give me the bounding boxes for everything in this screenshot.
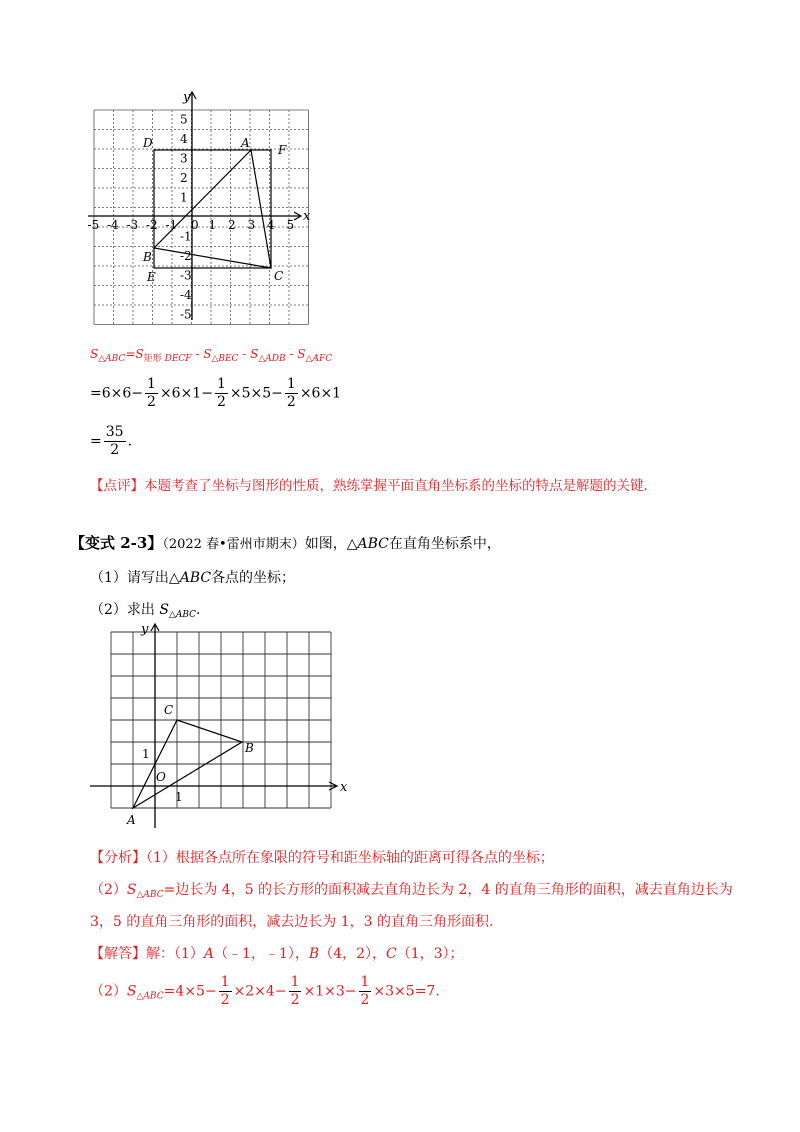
y-tick-label: 4 xyxy=(180,132,188,146)
point-label-f: F xyxy=(278,143,287,157)
y-tick-label: -3 xyxy=(180,268,192,283)
y-tick-label: 3 xyxy=(180,151,188,166)
comment-text: 本题考查了坐标与图形的性质，熟练掌握平面直角坐标系的坐标的特点是解题的关键. xyxy=(144,478,648,494)
fraction-half: $\frac{1}{2}$ xyxy=(290,974,300,1008)
variant-header: 【变式 2-3】（2022 春•雷州市期末）如图，△ABC在直角坐标系中， xyxy=(70,534,501,552)
x-tick-label: -3 xyxy=(126,218,139,232)
y-tick-label: -2 xyxy=(180,249,192,263)
answer-line-1: 【解答】解：（1）A（﹣1，﹣1），B（4，2），C（1，3）； xyxy=(90,946,464,962)
fraction-half: $\frac{1}{2}$ xyxy=(360,974,370,1008)
graph2-x-axis-label: x xyxy=(340,780,348,795)
x-tick-label: -4 xyxy=(107,218,119,232)
graph1-x-axis-label: x xyxy=(303,209,311,224)
area-result: = $\frac{35}{2}$ . xyxy=(90,424,133,458)
x-tick-label: -2 xyxy=(146,218,158,232)
graph2-label-a: A xyxy=(127,813,136,827)
graph1-y-axis-label: y xyxy=(183,90,191,105)
x-tick-label: -5 xyxy=(87,218,100,232)
variant-tag: 【变式 2-3】 xyxy=(70,534,163,552)
fraction-result: $\frac{35}{2}$ xyxy=(105,424,124,458)
point-label-a: A xyxy=(241,136,250,150)
point-label-d: D xyxy=(143,136,153,150)
x-tick-label: 4 xyxy=(267,218,275,232)
area-calculation: =6×6− $\frac{1}{2}$ ×6×1− $\frac{1}{2}$ ×5×5− $\frac{1}{2}$ ×6×1 xyxy=(90,376,342,410)
x-tick-label: 0 xyxy=(191,218,199,232)
fraction-half: $\frac{1}{2}$ xyxy=(147,376,156,410)
x-tick-label: 5 xyxy=(286,218,295,232)
analysis-tag: 【分析】 xyxy=(90,850,146,866)
x-tick-label: 1 xyxy=(208,218,217,232)
answer-tag: 【解答】 xyxy=(90,946,146,962)
analysis-line-1: 【分析】（1）根据各点所在象限的符号和距坐标轴的距离可得各点的坐标； xyxy=(90,850,554,866)
x-tick-label: 2 xyxy=(228,218,236,232)
graph2-label-c: C xyxy=(164,703,174,717)
coordinate-graph-1 xyxy=(80,88,320,328)
area-formula: $S_{\triangle ABC}=S_{矩形}$ $_{DECF} - S_{\triangle BEC} - S_{\triangle ADB} - S_{\triangle AFC}$ xyxy=(90,347,333,364)
graph2-label-one-y: 1 xyxy=(142,747,150,761)
coordinate-graph-2 xyxy=(86,620,350,830)
question-1: （1）请写出△ABC各点的坐标； xyxy=(90,570,296,586)
fraction-half: $\frac{1}{2}$ xyxy=(220,974,230,1008)
analysis-line-3: 3，5 的直角三角形的面积，减去边长为 1，3 的直角三角形面积. xyxy=(90,914,494,930)
answer-line-2: $(2)S_{\triangle ABC}=4\times 5-$ $\frac{1}{2}$ ×2×4− $\frac{1}{2}$ ×1×3− $\frac{1}{2}$ ×3×5=7. xyxy=(90,974,440,1008)
y-tick-label: -5 xyxy=(180,307,192,322)
comment-line xyxy=(90,476,648,496)
fraction-half: $\frac{1}{2}$ xyxy=(216,376,226,410)
point-label-e: E xyxy=(147,270,156,284)
graph2-grid xyxy=(111,632,331,808)
fraction-half: $\frac{1}{2}$ xyxy=(286,376,296,410)
question-2: （2）求出 $S_{\triangle ABC}$. xyxy=(90,602,201,620)
triangle-abc xyxy=(154,150,271,268)
x-tick-label: -1 xyxy=(165,218,178,232)
y-tick-label: 2 xyxy=(180,171,188,185)
graph2-y-axis-label: y xyxy=(141,622,149,637)
x-tick-label: 3 xyxy=(247,218,256,232)
graph2-label-one-x: 1 xyxy=(175,790,183,804)
point-label-b: B xyxy=(143,250,152,264)
analysis-line-2: $(2)S_{\triangle ABC}=$边长为 4，5 的长方形的面积减去直角边长为 2，4 的直角三角形的面积，减去直角边长为 xyxy=(90,882,733,900)
graph2-label-origin: O xyxy=(156,770,166,784)
y-tick-label: -1 xyxy=(180,229,192,244)
comment-tag: 【点评】 xyxy=(90,478,144,494)
point-label-c: C xyxy=(274,269,284,283)
variant-source: （2022 春•雷州市期末） xyxy=(162,537,305,552)
graph2-label-b: B xyxy=(245,741,254,755)
graph1-y-ticks xyxy=(180,113,192,322)
y-tick-label: 1 xyxy=(180,190,188,205)
y-tick-label: 5 xyxy=(180,112,188,127)
y-tick-label: -4 xyxy=(180,288,192,302)
